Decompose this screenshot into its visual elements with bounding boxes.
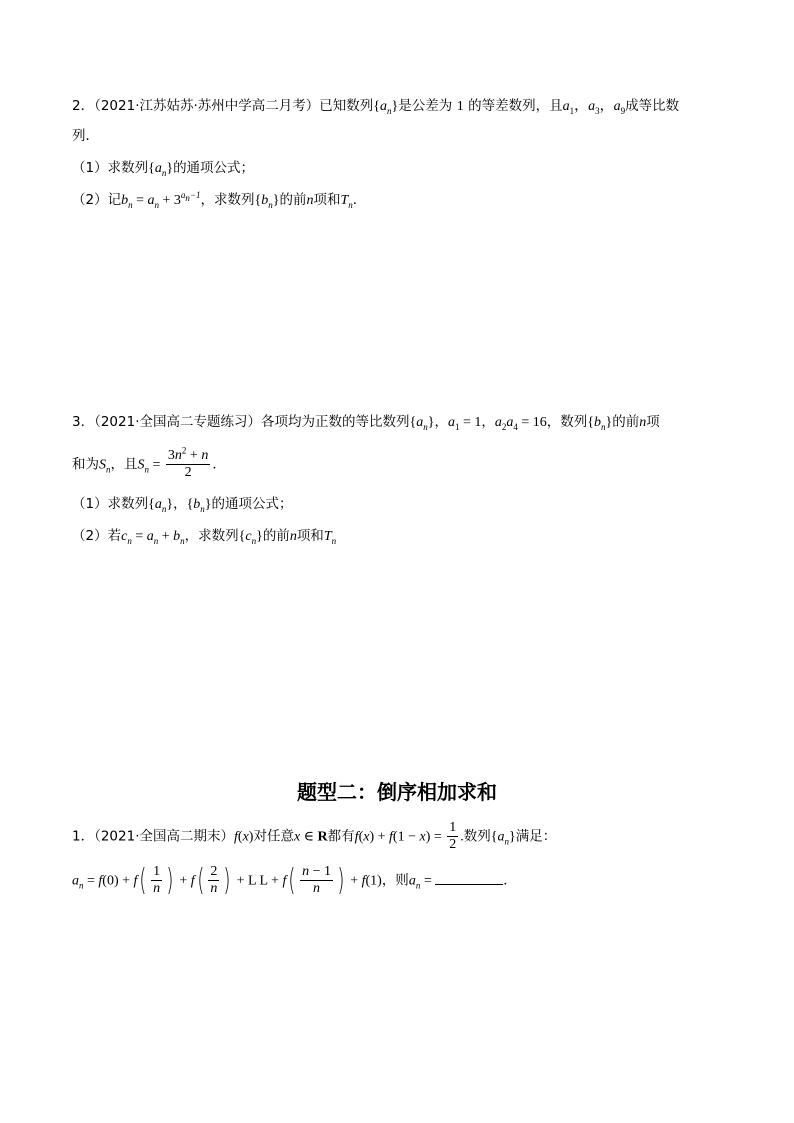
section-problem-1-line-1: 1．（2021·全国高二期末）f(x)对任意x ∈ R都有f(x) + f(1 − x) = $\frac{1}{2}$ .数列$\{a_n\}$满足： [72,820,557,852]
problem-2-question-2: （2）记$b_n = a_n + 3^{a_n-1}$，求数列$\{b_n\}$的前n项和$T_n$． [72,190,367,210]
problem-3-question-2: （2）若$c_n = a_n + b_n$，求数列$\{c_n\}$的前n项和$T_n$ [72,528,337,546]
answer-blank[interactable] [435,870,503,885]
problem-2-line-1: 2．（2021·江苏姑苏·苏州中学高二月考）已知数列$\{a_n\}$是公差为 1 的等差数列，且$a_1$，$a_3$，$a_9$成等比数 [72,98,680,116]
problem-source: （2021·全国高二期末） [94,828,234,845]
section-problem-1-line-2: $a_n = f(0) + f$( $\frac{1}{n}$ ) + f( $\frac{2}{n}$ ) + L L + f( $\frac{n - 1}{n}$ ) + f(1)，则$a_n$ = ． [72,862,517,898]
problem-2-question-1: （1）求数列$\{a_n\}$的通项公式； [72,160,255,178]
problem-number: 1． [72,828,95,845]
problem-2-line-2: 列． [72,128,99,144]
problem-number: 3． [72,414,95,430]
problem-3-line-2: 和为$S_n$，且$S_n$ = $\frac{3n^2 + n}{2}$ ． [72,445,226,480]
problem-3-line-1: 3．（2021·全国高二专题练习）各项均为正数的等比数列$\{a_n\}$，$a_1 = 1$，$a_2a_4 = 16$，数列$\{b_n\}$的前n项 [72,414,660,432]
problem-number: 2． [72,98,95,114]
problem-source: （2021·全国高二专题练习） [94,414,261,430]
problem-3-question-1: （1）求数列$\{a_n\}$，$\{b_n\}$的通项公式； [72,496,293,514]
fraction-sn: $\frac{3n^2 + n}{2}$ [167,445,209,480]
fraction-one-half: $\frac{1}{2}$ [449,820,457,852]
problem-source: （2021·江苏姑苏·苏州中学高二月考） [94,98,320,114]
section-title: 题型二：倒序相加求和 [297,780,497,804]
